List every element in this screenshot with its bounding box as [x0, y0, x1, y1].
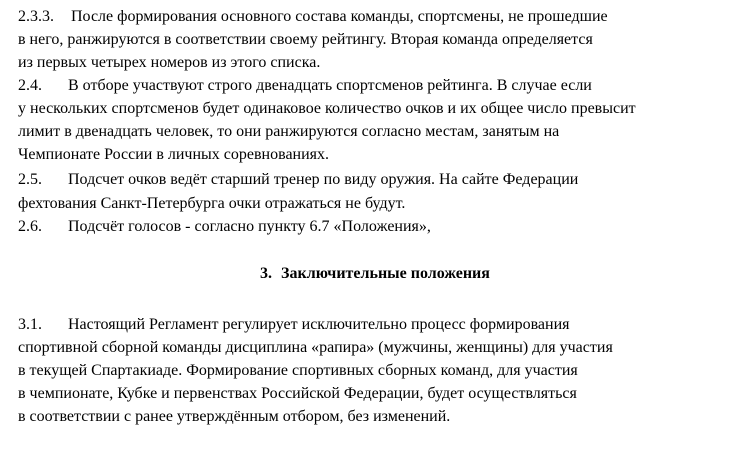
paragraph-number: 2.4. — [18, 77, 42, 94]
paragraph-number: 2.6. — [18, 218, 42, 235]
paragraph-2-3-3-line-1 — [18, 5, 608, 28]
paragraph-2-4-line-2: у нескольких спортсменов будет одинаковое количество очков и их общее число превысит — [18, 100, 636, 117]
paragraph-number: 3.1. — [18, 316, 42, 333]
paragraph-number: 2.5. — [18, 171, 42, 188]
paragraph-2-3-3-line-3: из первых четырех номеров из этого списка. — [18, 54, 321, 71]
paragraph-3-1-line-2: спортивной сборной команды дисциплина «рапира» (мужчины, женщины) для участия — [18, 339, 613, 356]
section-heading-number: 3. — [260, 265, 273, 282]
paragraph-2-4-line-1 — [18, 74, 592, 97]
paragraph-text: Подсчет очков ведёт старший тренер по виду оружия. На сайте Федерации — [68, 171, 579, 188]
paragraph-2-4-line-4: Чемпионате России в личных соревнованиях. — [18, 146, 330, 163]
paragraph-3-1-line-4: в чемпионате, Кубке и первенствах Российской Федерации, будет осуществляться — [18, 385, 577, 402]
paragraph-2-4-line-3: лимит в двенадцать человек, то они ранжируются согласно местам, занятым на — [18, 123, 560, 140]
paragraph-3-1-line-5: в соответствии с ранее утверждённым отбором, без изменений. — [18, 408, 451, 425]
paragraph-text: Настоящий Регламент регулирует исключительно процесс формирования — [68, 316, 570, 333]
paragraph-2-6-line-1 — [18, 215, 431, 238]
paragraph-number: 2.3.3. — [18, 8, 54, 25]
paragraph-text: После формирования основного состава команды, спортсмены, не прошедшие — [71, 8, 608, 25]
paragraph-2-5-line-1 — [18, 168, 578, 191]
paragraph-3-1-line-3: в текущей Спартакиаде. Формирование спортивных сборных команд, для участия — [18, 362, 578, 379]
paragraph-text: В отборе участвуют строго двенадцать спортсменов рейтинга. В случае если — [68, 77, 592, 94]
paragraph-2-3-3-line-2: в него, ранжируются в соответствии своему рейтингу. Вторая команда определяется — [18, 31, 593, 48]
section-heading-title: Заключительные положения — [281, 265, 490, 282]
section-heading — [0, 262, 750, 285]
paragraph-text: Подсчёт голосов - согласно пункту 6.7 «Положения», — [68, 218, 431, 235]
paragraph-2-5-line-2: фехтования Санкт-Петербурга очки отражаться не будут. — [18, 195, 406, 212]
paragraph-3-1-line-1 — [18, 313, 570, 336]
